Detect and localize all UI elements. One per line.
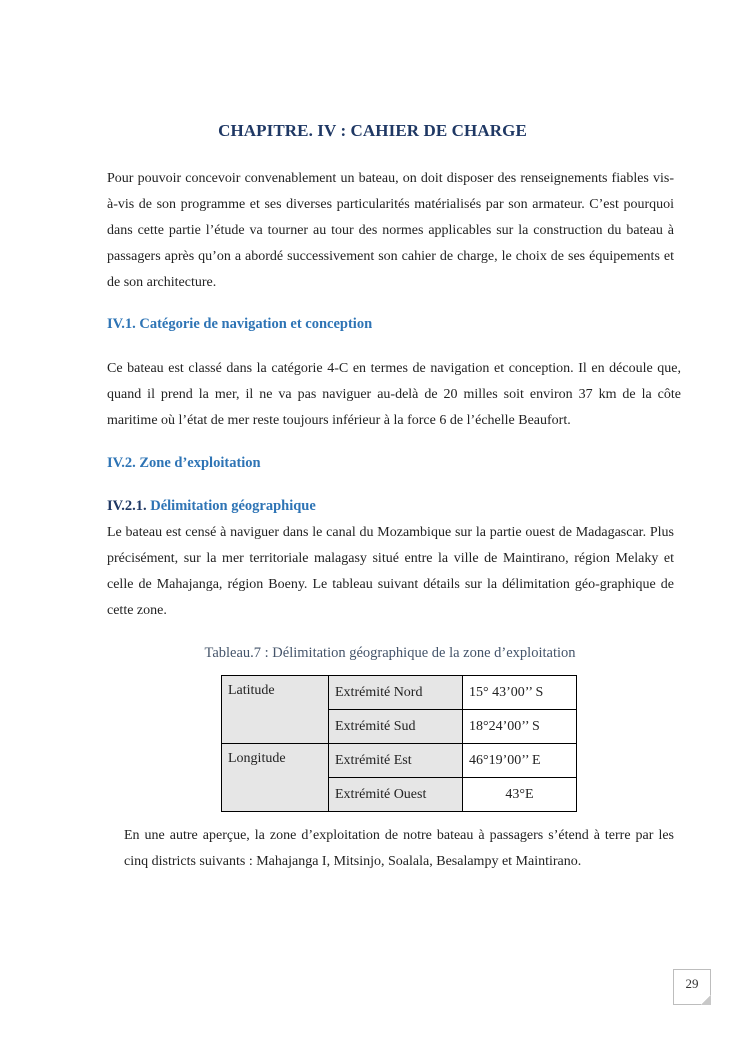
sud-label-cell: Extrémité Sud — [329, 710, 463, 744]
table-row — [222, 744, 577, 778]
page-number: 29 — [685, 976, 699, 991]
closing-paragraph: En une autre aperçue, la zone d’exploitation de notre bateau à passagers s’étend à terre par les cinq districts suivants : Mahajanga I, Mitsinjo, Soalala, Besalampy et Maintirano. — [124, 828, 674, 869]
longitude-cell: Longitude — [222, 744, 329, 812]
table-caption: Tableau.7 : Délimitation géographique de la zone d’exploitation — [204, 645, 576, 661]
subsection-title: Délimitation géographique — [150, 498, 316, 514]
nord-value-cell: 15° 43’00’’ S — [463, 676, 577, 710]
section-2-heading: IV.2. Zone d’exploitation — [107, 455, 261, 471]
section-1-paragraph: Ce bateau est classé dans la catégorie 4-C en termes de navigation et conception. Il en découle que, quand il prend la mer, il ne va pas naviguer au-delà de 20 milles soit environ 37 km de la côte maritime où l’état de mer reste toujours inférieur à la force 6 de l’échelle Beaufort. — [107, 361, 681, 428]
est-value-cell: 46°19’00’’ E — [463, 744, 577, 778]
sud-value-cell: 18°24’00’’ S — [463, 710, 577, 744]
page-number-box — [673, 969, 711, 1005]
ouest-value-cell: 43°E — [463, 778, 577, 812]
page-fold-icon — [701, 995, 711, 1005]
nord-label-cell: Extrémité Nord — [329, 676, 463, 710]
chapter-title: CHAPITRE. IV : CAHIER DE CHARGE — [218, 121, 527, 140]
subsection-heading — [107, 498, 316, 515]
section-1-heading: IV.1. Catégorie de navigation et conception — [107, 316, 373, 332]
table-row — [222, 676, 577, 710]
est-label-cell: Extrémité Est — [329, 744, 463, 778]
latitude-cell: Latitude — [222, 676, 329, 744]
subsection-number: IV.2.1. — [107, 498, 147, 514]
ouest-label-cell: Extrémité Ouest — [329, 778, 463, 812]
delimitation-table — [221, 675, 577, 812]
section-2-paragraph: Le bateau est censé à naviguer dans le canal du Mozambique sur la partie ouest de Madagascar. Plus précisément, sur la mer territoriale malagasy situé entre la ville de Maintirano, région Melaky et celle de Mahajanga, région Boeny. Le tableau suivant détails sur la délimitation géo-graphique de cette zone. — [107, 525, 674, 618]
intro-paragraph: Pour pouvoir concevoir convenablement un bateau, on doit disposer des renseignements fiables vis-à-vis de son programme et ses diverses particularités matérialisés par son armateur. C’est pourquoi dans cette partie l’étude va tourner au tour des normes applicables sur la construction du bateau à passagers après qu’on a abordé successivement son cahier de charge, le choix de ses équipements et de son architecture. — [107, 171, 674, 290]
